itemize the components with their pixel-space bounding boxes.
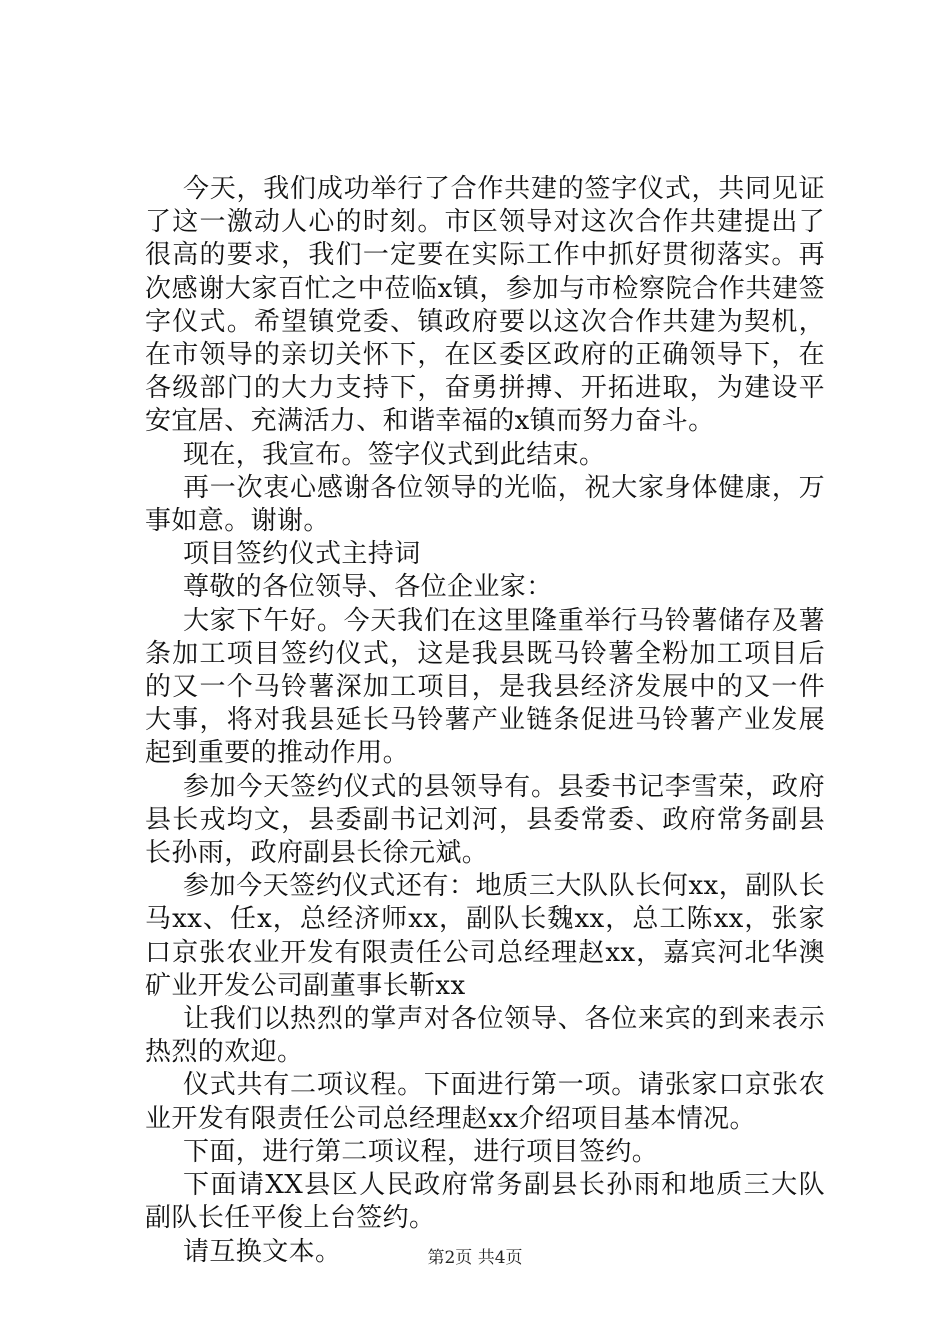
paragraph-agenda-two: 下面，进行第二项议程，进行项目签约。 <box>183 1136 659 1167</box>
document-body <box>145 173 825 1269</box>
paragraph-salutation: 尊敬的各位领导、各位企业家： <box>183 572 553 603</box>
paragraph-signing: 下面请XX县区人民政府常务副县长孙雨和地质三大队副队长任平俊上台签约。 <box>145 1170 825 1234</box>
paragraph-county-leaders: 参加今天签约仪式的县领导有。县委书记李雪荣，政府县长戎均文，县委副书记刘河，县委常委、政府常务副县长孙雨，政府副县长徐元斌。 <box>145 771 825 869</box>
paragraph-closing-remarks: 今天，我们成功举行了合作共建的签字仪式，共同见证了这一激动人心的时刻。市区领导对这次合作共建提出了很高的要求，我们一定要在实际工作中抓好贯彻落实。再次感谢大家百忙之中莅临x镇，参加与市检察院合作共建签字仪式。希望镇党委、镇政府要以这次合作共建为契机，在市领导的亲切关怀下，在区委区政府的正确领导下，在各级部门的大力支持下，奋勇拼搏、开拓进取，为建设平安宜居、充满活力、和谐幸福的x镇而努力奋斗。 <box>145 174 825 437</box>
paragraph-thanks: 再一次衷心感谢各位领导的光临，祝大家身体健康，万事如意。谢谢。 <box>145 472 825 537</box>
paragraph-announcement: 现在，我宣布。签字仪式到此结束。 <box>183 439 606 470</box>
paragraph-exchange: 请互换文本。 <box>183 1236 342 1267</box>
paragraph-other-attendees: 参加今天签约仪式还有：地质三大队队长何xx，副队长马xx、任x，总经济师xx，副队长魏xx，总工陈xx，张家口京张农业开发有限责任公司总经理赵xx，嘉宾河北华澳矿业开发公司副董事长靳xx <box>145 871 825 1001</box>
page-number-footer: 第2页 共4页 <box>427 1248 523 1268</box>
section-title: 项目签约仪式主持词 <box>183 539 421 570</box>
paragraph-agenda-one: 仪式共有二项议程。下面进行第一项。请张家口京张农业开发有限责任公司总经理赵xx介绍项目基本情况。 <box>145 1070 825 1134</box>
paragraph-welcome: 让我们以热烈的掌声对各位领导、各位来宾的到来表示热烈的欢迎。 <box>145 1004 825 1068</box>
paragraph-opening: 大家下午好。今天我们在这里隆重举行马铃薯储存及薯条加工项目签约仪式，这是我县既马铃薯全粉加工项目后的又一个马铃薯深加工项目，是我县经济发展中的又一件大事，将对我县延长马铃薯产业链条促进马铃薯产业发展起到重要的推动作用。 <box>145 605 825 769</box>
